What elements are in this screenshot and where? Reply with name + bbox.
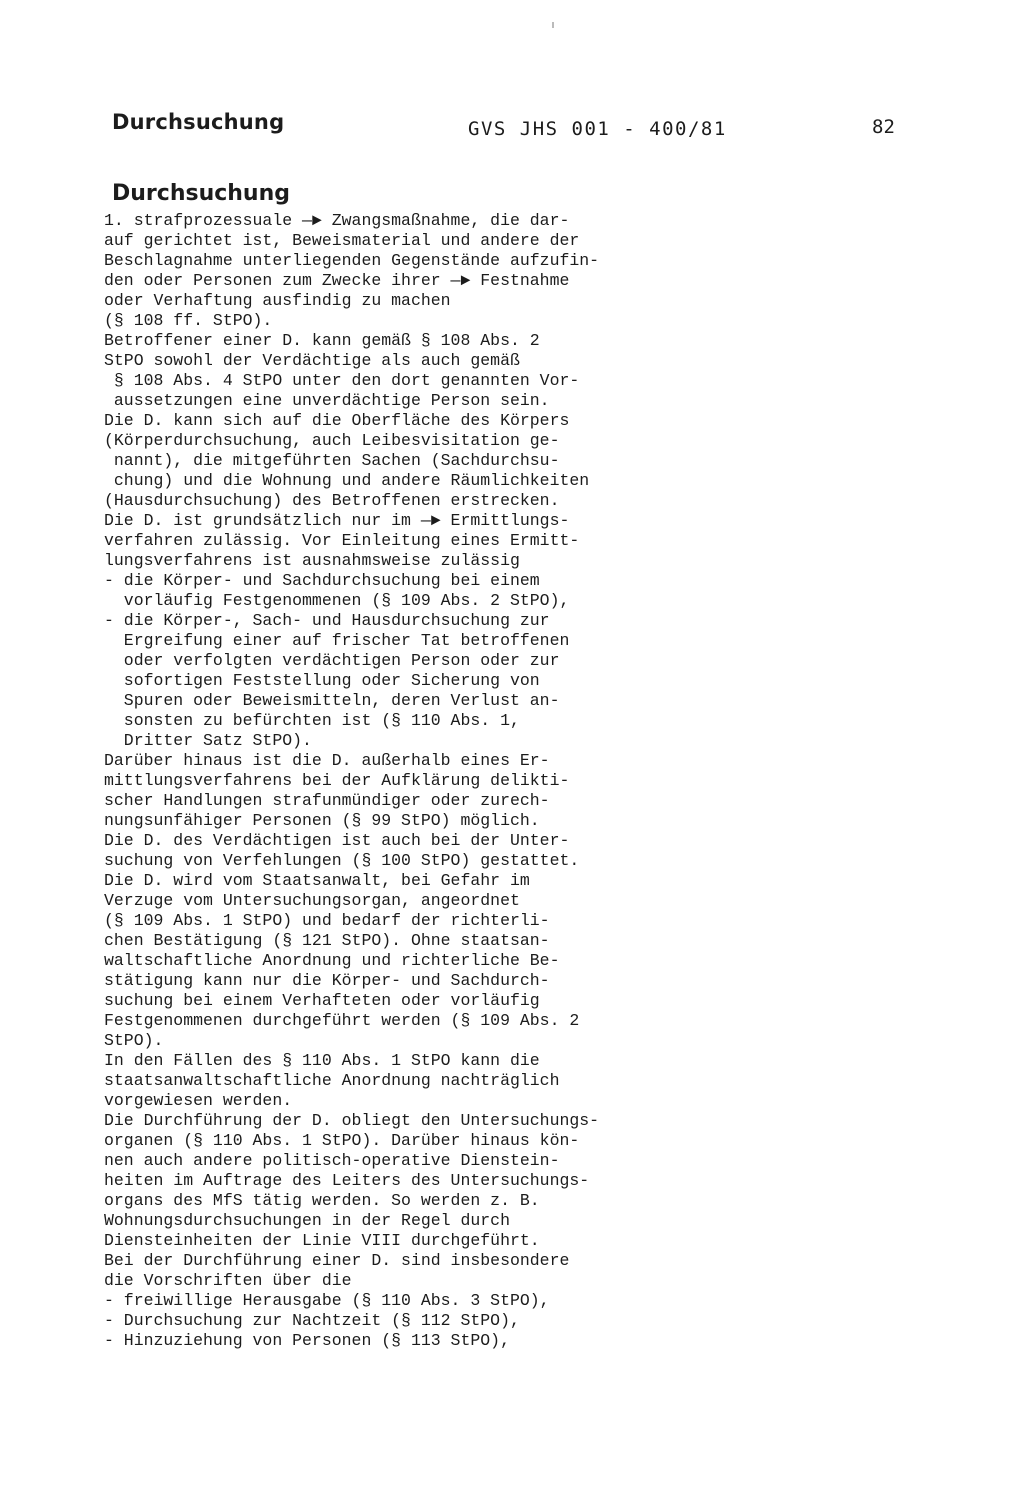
body-line: - Hinzuziehung von Personen (§ 113 StPO), [104,1331,510,1350]
body-line: sonsten zu befürchten ist (§ 110 Abs. 1, [104,711,520,730]
entry-title: Durchsuchung [112,181,291,206]
document-reference: GVS JHS 001 - 400/81 [468,118,727,140]
body-line: oder verfolgten verdächtigen Person oder zur [104,651,560,670]
page-number: 82 [872,116,895,138]
body-line: suchung von Verfehlungen (§ 100 StPO) gestattet. [104,851,580,870]
body-line: - freiwillige Herausgabe (§ 110 Abs. 3 StPO), [104,1291,550,1310]
body-line: StPO sowohl der Verdächtige als auch gemäß [104,351,520,370]
body-line: vorläufig Festgenommenen (§ 109 Abs. 2 StPO), [104,591,570,610]
body-line: (Körperdurchsuchung, auch Leibesvisitation ge- [104,431,560,450]
body-line: Beschlagnahme unterliegenden Gegenstände aufzufin- [104,251,600,270]
body-line: Wohnungsdurchsuchungen in der Regel durch [104,1211,510,1230]
body-line: nannt), die mitgeführten Sachen (Sachdurchsu- [104,451,560,470]
body-line: mittlungsverfahrens bei der Aufklärung delikti- [104,771,570,790]
body-line: Die D. ist grundsätzlich nur im —► Ermittlungs- [104,511,570,530]
body-line: sofortigen Feststellung oder Sicherung von [104,671,540,690]
body-line: staatsanwaltschaftliche Anordnung nachträglich [104,1071,560,1090]
body-line: StPO). [104,1031,164,1050]
body-line: Die Durchführung der D. obliegt den Untersuchungs- [104,1111,600,1130]
body-line: waltschaftliche Anordnung und richterliche Be- [104,951,560,970]
body-line: Betroffener einer D. kann gemäß § 108 Abs. 2 [104,331,540,350]
body-line: Ergreifung einer auf frischer Tat betroffenen [104,631,570,650]
body-line: heiten im Auftrage des Leiters des Untersuchungs- [104,1171,590,1190]
body-line: (§ 109 Abs. 1 StPO) und bedarf der richterli- [104,911,550,930]
body-line: Die D. wird vom Staatsanwalt, bei Gefahr im [104,871,530,890]
body-line: nungsunfähiger Personen (§ 99 StPO) möglich. [104,811,540,830]
body-line: oder Verhaftung ausfindig zu machen [104,291,451,310]
body-line: In den Fällen des § 110 Abs. 1 StPO kann die [104,1051,540,1070]
body-line: Darüber hinaus ist die D. außerhalb eines Er- [104,751,550,770]
body-line: Die D. kann sich auf die Oberfläche des Körpers [104,411,570,430]
body-line: Dritter Satz StPO). [104,731,312,750]
body-line: Diensteinheiten der Linie VIII durchgeführt. [104,1231,540,1250]
body-line: verfahren zulässig. Vor Einleitung eines Ermitt- [104,531,580,550]
body-line: organs des MfS tätig werden. So werden z. B. [104,1191,540,1210]
body-line: auf gerichtet ist, Beweismaterial und andere der [104,231,580,250]
body-line: chung) und die Wohnung und andere Räumlichkeiten [104,471,590,490]
running-header-title: Durchsuchung [112,110,285,134]
body-line: Die D. des Verdächtigen ist auch bei der Unter- [104,831,570,850]
body-line: Verzuge vom Untersuchungsorgan, angeordnet [104,891,520,910]
body-line: nen auch andere politisch-operative Dienstein- [104,1151,560,1170]
body-line: (Hausdurchsuchung) des Betroffenen erstrecken. [104,491,560,510]
body-line: - die Körper- und Sachdurchsuchung bei einem [104,571,540,590]
body-line: - Durchsuchung zur Nachtzeit (§ 112 StPO), [104,1311,520,1330]
body-line: § 108 Abs. 4 StPO unter den dort genannten Vor- [104,371,580,390]
body-line: den oder Personen zum Zwecke ihrer —► Festnahme [104,271,570,290]
body-line: Bei der Durchführung einer D. sind insbesondere [104,1251,570,1270]
body-line: suchung bei einem Verhafteten oder vorläufig [104,991,540,1010]
body-line: Spuren oder Beweismitteln, deren Verlust an- [104,691,560,710]
body-line: organen (§ 110 Abs. 1 StPO). Darüber hinaus kön- [104,1131,580,1150]
body-line: stätigung kann nur die Körper- und Sachdurch- [104,971,550,990]
body-line: aussetzungen eine unverdächtige Person sein. [104,391,550,410]
body-line: chen Bestätigung (§ 121 StPO). Ohne staatsan- [104,931,550,950]
body-line: die Vorschriften über die [104,1271,352,1290]
body-line: Festgenommenen durchgeführt werden (§ 109 Abs. 2 [104,1011,580,1030]
body-line: 1. strafprozessuale —► Zwangsmaßnahme, die dar- [104,211,570,230]
body-line: (§ 108 ff. StPO). [104,311,273,330]
body-line: vorgewiesen werden. [104,1091,293,1110]
body-line: lungsverfahrens ist ausnahmsweise zulässig [104,551,520,570]
body-line: scher Handlungen strafunmündiger oder zurech- [104,791,550,810]
entry-body [104,211,724,1351]
body-line: - die Körper-, Sach- und Hausdurchsuchung zur [104,611,550,630]
scan-speck [552,22,554,28]
